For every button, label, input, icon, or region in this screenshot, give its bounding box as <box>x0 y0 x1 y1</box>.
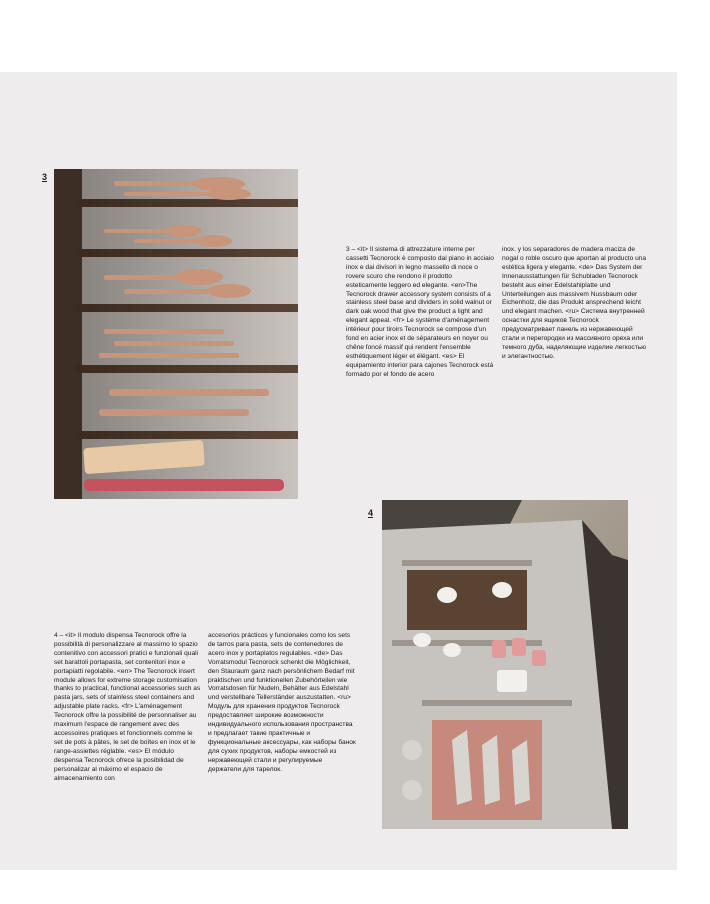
figure-number-4: 4 <box>368 508 374 518</box>
figure-number-3: 3 <box>42 172 48 182</box>
cutlery-drawer-photo <box>54 169 298 499</box>
cutlery-drawer-illustration <box>54 169 298 499</box>
caption-4-column-1: 4 – <it> Il modulo dispensa Tecnorock offre la possibilità di personalizzare al massimo lo spazio contenitivo con accessori pratici e funzionali quali set barattoli portapasta, set contenitori inox e portapiatti regolabile. <en> The Tecnorock insert module allows for extreme storage customisation thanks to practical, functional accessories such as pasta jars, sets of stainless steel containers and adjustable plate racks. <fr> L'aménagement Tecnorock offre la possibilité de personnaliser au maximum l'espace de rangement avec des accessoires pratiques et fonctionnels comme le set de pots à pâtes, le set de boîtes en inox et le range-assiettes réglable. <es> El módulo despensa Tecnorock ofrece la posibilidad de personalizar al máximo el espacio de almacenamiento con <box>54 632 201 782</box>
storage-drawer-illustration <box>382 500 628 829</box>
caption-4-column-2: accesorios prácticos y funcionales como los sets de tarros para pasta, sets de contenedores de acero inox y portaplatos regulables. <de> Das Vorratsmodul Tecnorock schenkt die Möglichkeit, den Stauraum ganz nach persönlichem Bedarf mit praktischen und funktionellen Zubehörteilen wie Vorratsdosen für Nudeln, Behälter aus Edelstahl und verstellbare Tellerständer auszustatten. <ru> Модуль для хранения продуктов Tecnorock предоставляет широкие возможности индивидуального использования пространства и предлагает такие практичные и функциональные аксессуары, как наборы банок для сухих продуктов, наборы емкостей из нержавеющей стали и регулируемые держатели для тарелок. <box>208 632 356 773</box>
storage-drawer-photo <box>382 500 628 829</box>
caption-3-column-1: 3 – <it> Il sistema di attrezzature interne per cassetti Tecnorock è composto dal piano in acciaio inox e dai divisori in legno massello di noce o rovere scuro che rendono il prodotto esteticamente leggero ed elegante. <en>The Tecnorock drawer accessory system consists of a stainless steel base and dividers in solid walnut or dark oak wood that give the product a light and elegant appeal. <fr> Le système d'aménagement intérieur pour tiroirs Tecnorock se compose d'un fond en acier inox et de séparateurs en noyer ou chêne foncé massif qui rendent l'ensemble esthétiquement léger et élégant. <es> El equipamiento interior para cajones Tecnorock está formado por el fondo de acero <box>346 246 494 378</box>
caption-3-column-2: inox. y los separadores de madera maciza de nogal o roble oscuro que aportan al producto una estética ligera y elegante. <de> Das System der Innenausstattungen für Schubladen Tecnorock besteht aus einer Edelstahlplatte und Unterteilungen aus massivem Nussbaum oder Eichenholz, die das Produkt ansprechend leicht und elegant machen. <ru> Система внутренней оснастки для ящиков Tecnorock предусматривает панель из нержавеющей стали и перегородки из массивного ореха или темного дуба, наделяющие изделие легкостью и элегантностью. <box>502 246 647 360</box>
